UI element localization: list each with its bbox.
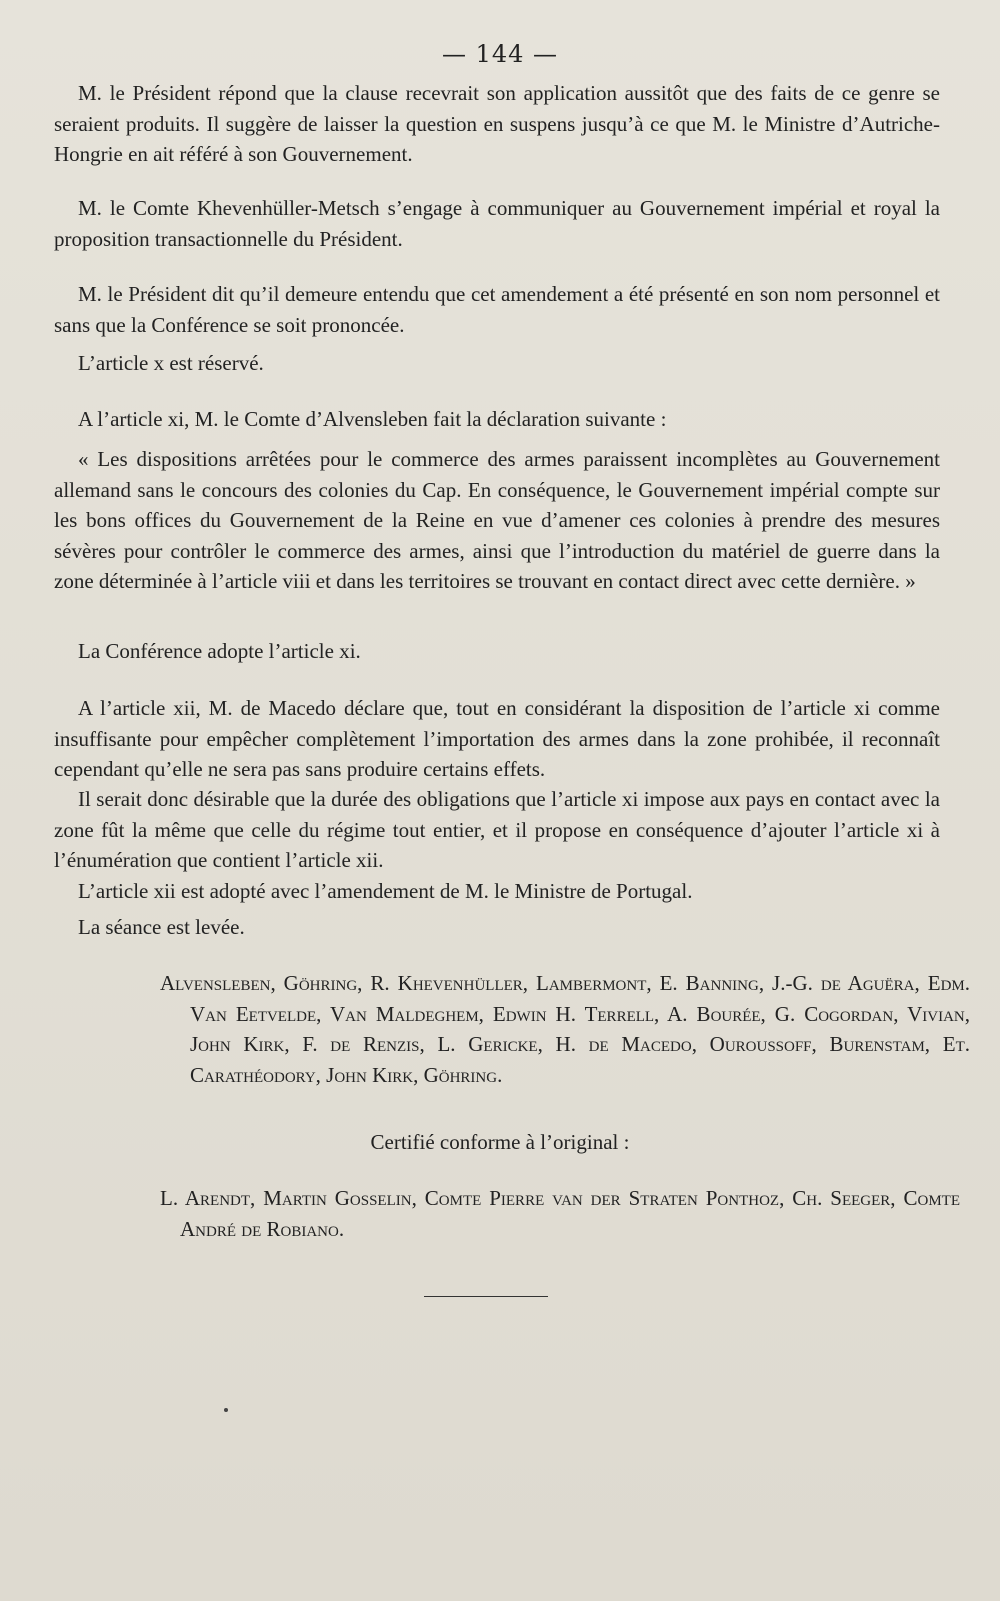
certification-line: Certifié conforme à l’original : <box>370 1130 630 1154</box>
paragraph-article-xi-intro <box>54 404 940 435</box>
paragraph-seance-levee <box>54 912 940 943</box>
paragraph-text: La Conférence adopte l’article xi. <box>78 639 361 663</box>
paragraph-text: L’article xii est adopté avec l’amendement de M. le Ministre de Portugal. <box>78 879 693 903</box>
paragraph-text: M. le Président répond que la clause recevrait son application aussitôt que des faits de ce genre se seraient produits. Il suggère de laisser la question en suspens jusqu’à ce que M. le Ministre d’Autriche-Hongrie en ait référé à son Gouvernement. <box>54 81 940 166</box>
certifiers-list: L. Arendt, Martin Gosselin, Comte Pierre van der Straten Ponthoz, Ch. Seeger, Comte André de Robiano. <box>160 1186 960 1241</box>
ink-speck <box>224 1408 228 1412</box>
paragraph-duration-proposal <box>54 784 940 876</box>
paragraph-article-xi-adopted <box>54 636 940 667</box>
paragraph-article-xii-adopted <box>54 876 940 907</box>
paragraph-text: M. le Président dit qu’il demeure entendu que cet amendement a été présenté en son nom personnel et sans que la Conférence se soit prononcée. <box>54 282 940 337</box>
paragraph-text: M. le Comte Khevenhüller-Metsch s’engage à communiquer au Gouvernement impérial et royal la proposition transactionnelle du Président. <box>54 196 940 251</box>
paragraph-text: Il serait donc désirable que la durée des obligations que l’article xi impose aux pays en contact avec la zone fût la même que celle du régime tout entier, et il propose en conséquence d’ajouter l’article xi à l’énumération que contient l’article xii. <box>54 787 940 872</box>
paragraph-president-reply <box>54 78 940 170</box>
paragraph-khevenhuller <box>54 193 940 254</box>
closing-rule <box>424 1296 548 1297</box>
paragraph-text: La séance est levée. <box>78 915 245 939</box>
signatures-list: Alvensleben, Göhring, R. Khevenhüller, Lambermont, E. Banning, J.-G. de Aguëra, Edm. Van Eetvelde, Van Maldeghem, Edwin H. Terrell, A. Bourée, G. Cogordan, Vivian, John Kirk, F. de Renzis, L. Gericke, H. de Macedo, Ouroussoff, Burenstam, Et. Carathéodory, John Kirk, Göhring. <box>160 971 970 1087</box>
paragraph-declaration-quote <box>54 444 940 597</box>
paragraph-article-x <box>54 348 940 379</box>
page-number: — 144 — <box>441 40 559 68</box>
paragraph-president-amendment <box>54 279 940 340</box>
paragraph-text: « Les dispositions arrêtées pour le commerce des armes paraissent incomplètes au Gouvernement allemand sans le concours des colonies du Cap. En conséquence, le Gouvernement impérial compte sur les bons offices du Gouvernement de la Reine en vue d’amener ces colonies à prendre des mesures sévères pour contrôler le commerce des armes, ainsi que l’introduction du matériel de guerre dans la zone déterminée à l’article viii et dans les territoires se trouvant en contact direct avec cette dernière. » <box>54 447 940 593</box>
paragraph-text: A l’article xii, M. de Macedo déclare que, tout en considérant la disposition de l’article xi comme insuffisante pour empêcher complètement l’importation des armes dans la zone prohibée, il reconnaît cependant qu’elle ne sera pas sans produire certains effets. <box>54 696 940 781</box>
paragraph-article-xii-macedo <box>54 693 940 785</box>
paragraph-text: L’article x est réservé. <box>78 351 264 375</box>
paragraph-text: A l’article xi, M. le Comte d’Alvensleben fait la déclaration suivante : <box>78 407 667 431</box>
